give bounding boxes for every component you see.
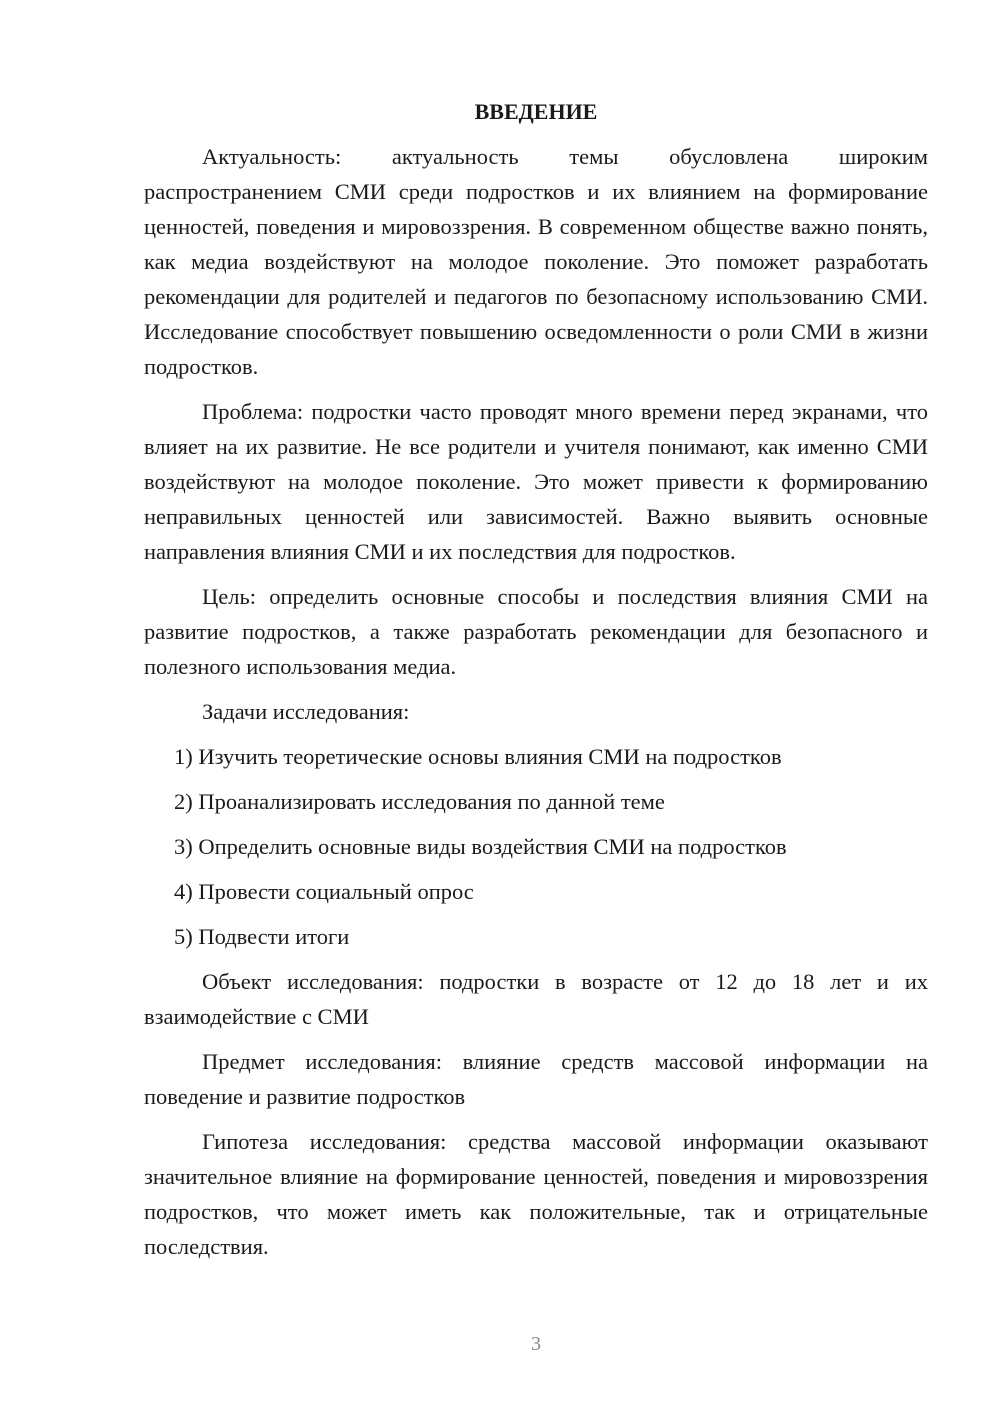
subject-paragraph: Предмет исследования: влияние средств массовой информации на поведение и развитие подростков: [144, 1049, 928, 1109]
hypothesis-paragraph: Гипотеза исследования: средства массовой информации оказывают значительное влияние на формирование ценностей, поведения и мировоззрения подростков, что может иметь как положительные, так и отрицательные последствия.: [144, 1129, 928, 1259]
list-item: 1) Изучить теоретические основы влияния СМИ на подростков: [174, 744, 782, 769]
list-item: 3) Определить основные виды воздействия СМИ на подростков: [174, 834, 787, 859]
relevance-paragraph: Актуальность: актуальность темы обусловлена широким распространением СМИ среди подростков и их влиянием на формирование ценностей, поведения и мировоззрения. В современном обществе важно понять, как медиа воздействуют на молодое поколение. Это поможет разработать рекомендации для родителей и педагогов по безопасному использованию СМИ. Исследование способствует повышению осведомленности о роли СМИ в жизни подростков.: [144, 144, 928, 379]
list-item: 5) Подвести итоги: [174, 924, 350, 949]
goal-paragraph: Цель: определить основные способы и последствия влияния СМИ на развитие подростков, а также разработать рекомендации для безопасного и полезного использования медиа.: [144, 584, 928, 679]
page-title: ВВЕДЕНИЕ: [474, 99, 598, 124]
page-number: 3: [531, 1333, 541, 1355]
tasks-heading: Задачи исследования:: [202, 699, 410, 724]
list-item: 4) Провести социальный опрос: [174, 879, 474, 904]
list-item: 2) Проанализировать исследования по данной теме: [174, 789, 665, 814]
tasks-list: [144, 739, 928, 954]
object-paragraph: Объект исследования: подростки в возрасте от 12 до 18 лет и их взаимодействие с СМИ: [144, 969, 928, 1029]
problem-paragraph: Проблема: подростки часто проводят много времени перед экранами, что влияет на их развитие. Не все родители и учителя понимают, как именно СМИ воздействуют на молодое поколение. Это может привести к формированию неправильных ценностей или зависимостей. Важно выявить основные направления влияния СМИ и их последствия для подростков.: [144, 399, 928, 564]
